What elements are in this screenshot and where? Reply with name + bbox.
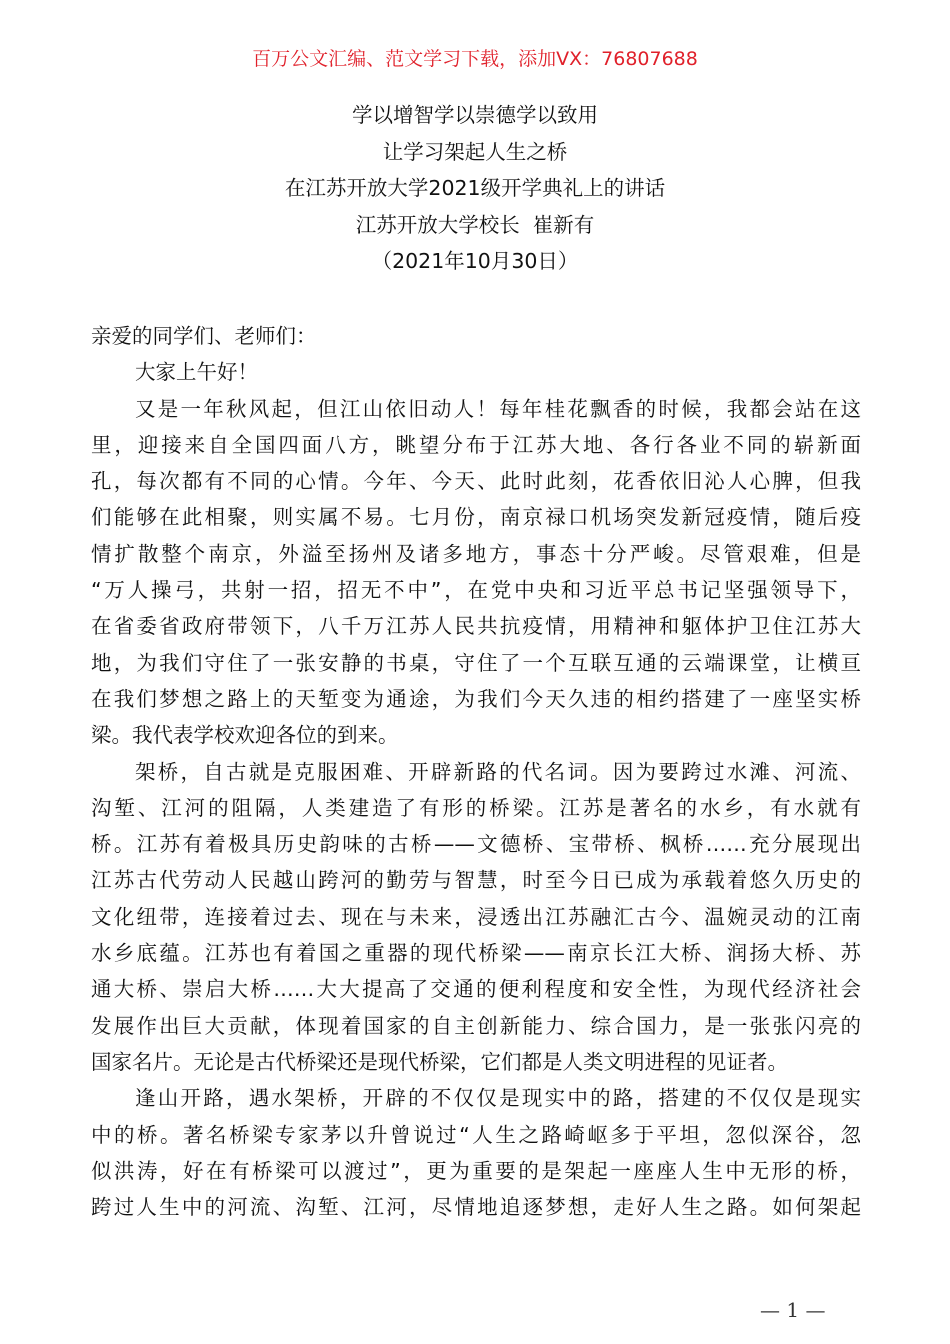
- paragraph-line: 通大桥、崇启大桥……大大提高了交通的便利程度和安全性，为现代经济社会: [91, 977, 861, 1002]
- title-block: [0, 97, 950, 280]
- salutation: 亲爱的同学们、老师们：: [91, 324, 317, 348]
- speaker-line: 江苏开放大学校长 崔新有: [355, 212, 595, 237]
- paragraph-line: 江苏古代劳动人民越山跨河的勤劳与智慧，时至今日已成为承载着悠久历史的: [91, 868, 861, 893]
- paragraph-line: 似洪涛，好在有桥梁可以渡过”，更为重要的是架起一座座人生中无形的桥，: [91, 1158, 861, 1183]
- watermark-banner: 百万公文汇编、范文学习下载，添加VX：76807688: [252, 48, 698, 70]
- paragraph-line: 桥。江苏有着极具历史韵味的古桥——文德桥、宝带桥、枫桥……充分展现出: [91, 832, 861, 857]
- paragraph-line: 梁。我代表学校欢迎各位的到来。: [91, 723, 399, 748]
- paragraph-line: 地，为我们守住了一张安静的书桌，守住了一个互联互通的云端课堂，让横亘: [91, 650, 861, 675]
- paragraph-line: 文化纽带，连接着过去、现在与未来，浸透出江苏融汇古今、温婉灵动的江南: [91, 904, 861, 929]
- paragraph-line: 情扩散整个南京，外溢至扬州及诸多地方，事态十分严峻。尽管艰难，但是: [91, 541, 861, 566]
- paragraph-line: 孔，每次都有不同的心情。今年、今天、此时此刻，花香依旧沁人心脾，但我: [91, 469, 861, 494]
- paragraph-line: 里，迎接来自全国四面八方，眺望分布于江苏大地、各行各业不同的崭新面: [91, 432, 861, 457]
- paragraph-line: 又是一年秋风起，但江山依旧动人！每年桂花飘香的时候，我都会站在这: [135, 396, 861, 421]
- paragraph-line: 中的桥。著名桥梁专家茅以升曾说过“人生之路崎岖多于平坦，忽似深谷，忽: [91, 1122, 861, 1147]
- document-subtitle: 让学习架起人生之桥: [382, 139, 568, 164]
- speech-body: [91, 318, 861, 1225]
- page-number: — 1 —: [760, 1298, 826, 1322]
- paragraph-1: [91, 391, 861, 754]
- paragraph-line: 们能够在此相聚，则实属不易。七月份，南京禄口机场突发新冠疫情，随后疫: [91, 505, 861, 530]
- paragraph-3: [91, 1080, 861, 1225]
- paragraph-line: 在省委省政府带领下，八千万江苏人民共抗疫情，用精神和躯体护卫住江苏大: [91, 614, 861, 639]
- speech-date: （2021年10月30日）: [371, 249, 579, 273]
- paragraph-2: [91, 754, 861, 1081]
- paragraph-line: 在我们梦想之路上的天堑变为通途，为我们今天久违的相约搭建了一座坚实桥: [91, 686, 861, 711]
- paragraph-line: 国家名片。无论是古代桥梁还是现代桥梁，它们都是人类文明进程的见证者。: [91, 1049, 788, 1074]
- paragraph-line: 逢山开路，遇水架桥，开辟的不仅仅是现实中的路，搭建的不仅仅是现实: [135, 1086, 861, 1111]
- paragraph-line: 架桥，自古就是克服困难、开辟新路的代名词。因为要跨过水滩、河流、: [135, 759, 861, 784]
- paragraph-line: “万人操弓，共射一招，招无不中”，在党中央和习近平总书记坚强领导下，: [91, 578, 861, 603]
- speech-occasion: 在江苏开放大学2021级开学典礼上的讲话: [284, 176, 666, 200]
- paragraph-line: 水乡底蕴。江苏也有着国之重器的现代桥梁——南京长江大桥、润扬大桥、苏: [91, 941, 861, 966]
- paragraph-line: 沟堑、江河的阻隔，人类建造了有形的桥梁。江苏是著名的水乡，有水就有: [91, 795, 861, 820]
- paragraph-line: 发展作出巨大贡献，体现着国家的自主创新能力、综合国力，是一张张闪亮的: [91, 1013, 861, 1038]
- document-title: 学以增智学以崇德学以致用: [352, 103, 598, 127]
- greeting: 大家上午好！: [135, 360, 258, 385]
- paragraph-line: 跨过人生中的河流、沟堑、江河，尽情地追逐梦想，走好人生之路。如何架起: [91, 1195, 861, 1220]
